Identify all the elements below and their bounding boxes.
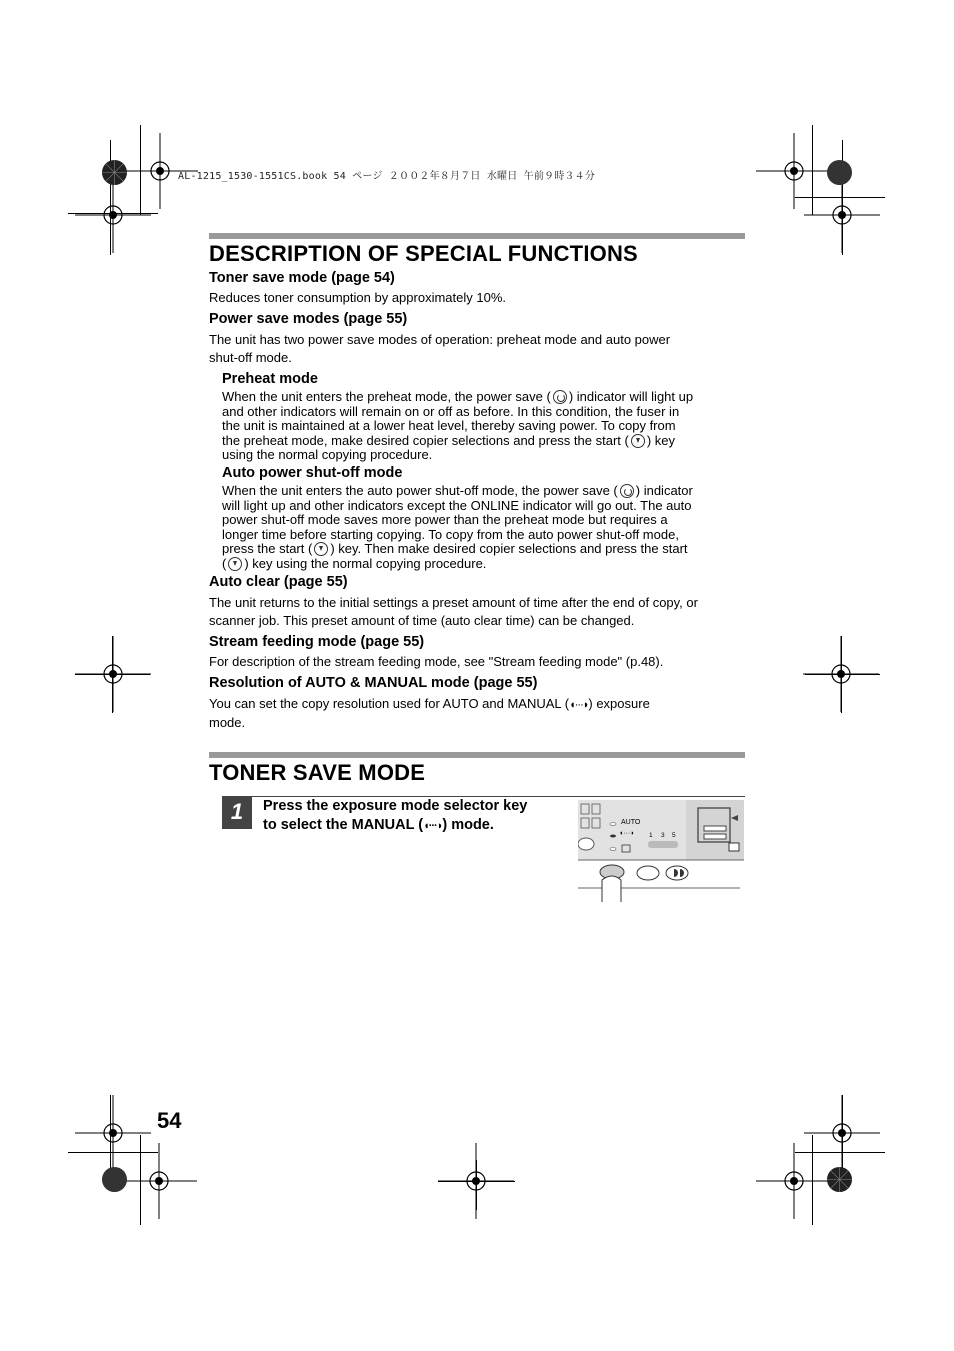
section-title: DESCRIPTION OF SPECIAL FUNCTIONS	[209, 241, 638, 266]
auto-power-body: When the unit enters the auto power shut-off mode, the power save ( ) indicator will light up and other indicators except the ONLINE indicator will go out. The auto power shut-off mode saves more power than the preheat mode but requires a longer time before starting copying. To copy from the auto power shut-off mode, press the start ( ) key. Then make desired copier selections and press the start ( ) key using the normal copying procedure.	[222, 483, 693, 571]
registration-crosshair-icon	[756, 1143, 832, 1219]
registration-crosshair-icon	[438, 1143, 514, 1219]
resolution-body: You can set the copy resolution used for AUTO and MANUAL (◖···◗) exposure mode.	[209, 696, 650, 730]
registration-crosshair-icon	[121, 1143, 197, 1219]
starburst-mark-icon	[826, 1166, 853, 1193]
section-divider	[209, 233, 745, 239]
power-save-body: The unit has two power save modes of operation: preheat mode and auto power shut-off mode.	[209, 332, 671, 365]
stream-feeding-body: For description of the stream feeding mode, see "Stream feeding mode" (p.48).	[209, 654, 664, 669]
resolution-heading: Resolution of AUTO & MANUAL mode (page 55)	[209, 675, 538, 691]
manual-exposure-icon: ◖···◗	[423, 819, 443, 832]
start-key-icon	[314, 542, 328, 556]
control-panel-illustration	[578, 798, 744, 902]
start-key-icon	[631, 434, 645, 448]
panel-scale-5: 5	[672, 832, 676, 839]
registration-crosshair-icon	[75, 177, 151, 253]
panel-manual-icon: ◖···◗	[619, 830, 635, 837]
auto-clear-heading: Auto clear (page 55)	[209, 574, 348, 590]
panel-auto-label: AUTO	[621, 819, 641, 826]
preheat-heading: Preheat mode	[222, 371, 318, 387]
start-key-icon	[228, 557, 242, 571]
auto-clear-body: The unit returns to the initial settings a preset amount of time after the end of copy, or scanner job. This preset amount of time (auto clear time) can be changed.	[209, 595, 698, 628]
power-save-icon	[620, 484, 634, 498]
toner-save-heading: Toner save mode (page 54)	[209, 270, 395, 286]
toner-save-body: Reduces toner consumption by approximately 10%.	[209, 290, 506, 305]
starburst-mark-icon	[826, 159, 853, 186]
stream-feeding-heading: Stream feeding mode (page 55)	[209, 634, 425, 650]
power-save-icon	[553, 390, 567, 404]
panel-scale-1: 1	[649, 832, 653, 839]
preheat-body: When the unit enters the preheat mode, the power save ( ) indicator will light up and other indicators will remain on or off as before. In this condition, the fuser in the unit is maintained at a lower heat level, thereby saving power. To copy from the preheat mode, make desired copier selections and press the start ( ) key using the normal copying procedure.	[222, 389, 694, 463]
section-title: TONER SAVE MODE	[209, 760, 426, 785]
registration-crosshair-icon	[75, 636, 151, 712]
step-number: 1	[222, 797, 252, 829]
running-header: AL-1215_1530-1551CS.book 54 ページ ２００２年８月７日 水曜日 午前９時３４分	[178, 171, 596, 182]
registration-crosshair-icon	[803, 636, 879, 712]
page-number: 54	[157, 1108, 182, 1133]
manual-exposure-icon: ◖···◗	[569, 699, 589, 711]
power-save-heading: Power save modes (page 55)	[209, 311, 408, 327]
registration-crosshair-icon	[804, 177, 880, 253]
auto-power-heading: Auto power shut-off mode	[222, 465, 403, 481]
starburst-mark-icon	[101, 159, 128, 186]
section-divider	[209, 752, 745, 758]
starburst-mark-icon	[101, 1166, 128, 1193]
step-instruction: Press the exposure mode selector key to select the MANUAL (◖···◗) mode.	[263, 797, 573, 835]
panel-scale-3: 3	[661, 832, 665, 839]
